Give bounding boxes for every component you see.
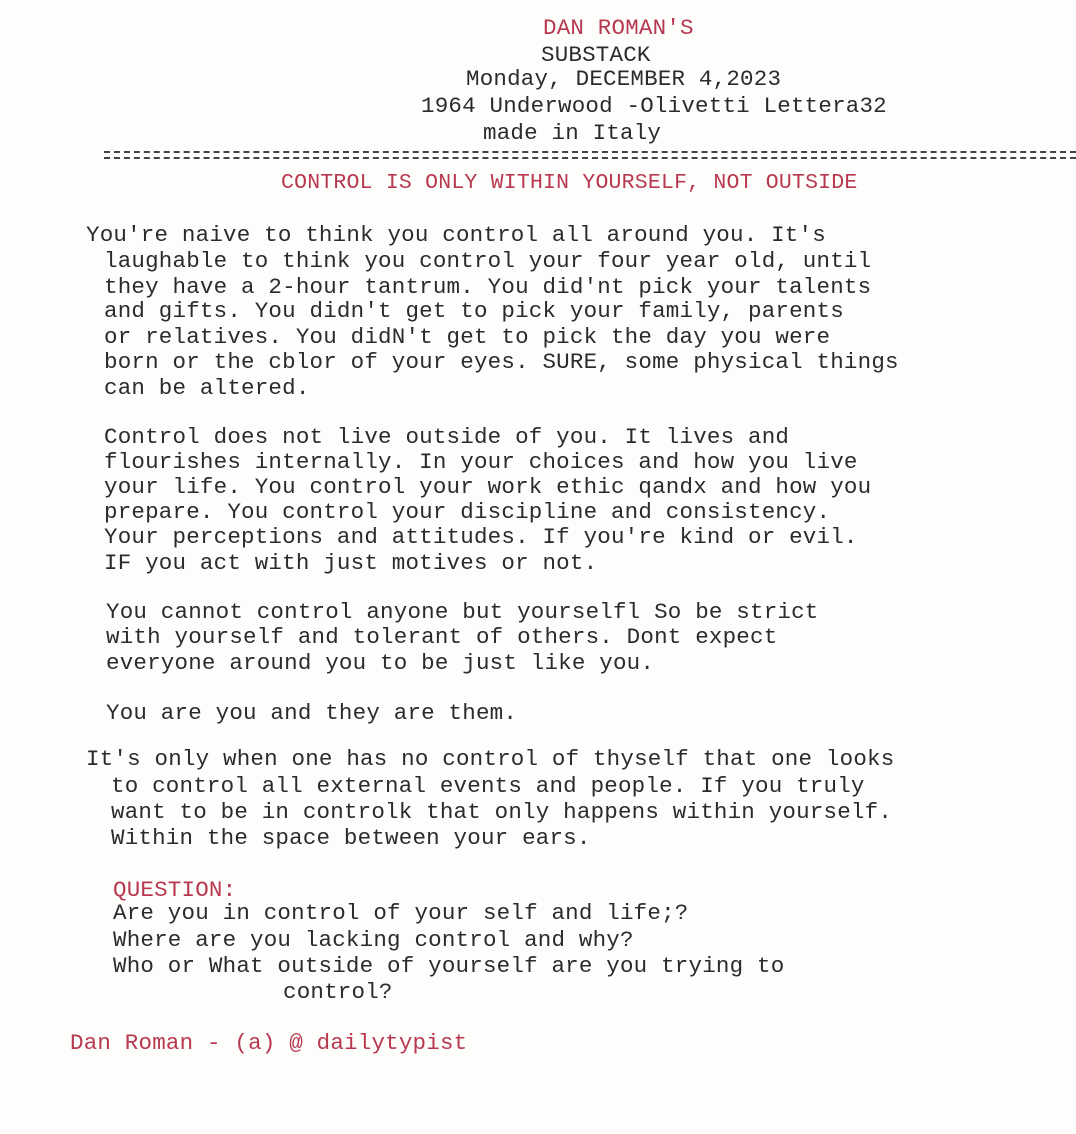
paragraph-5-line: It's only when one has no control of thyself that one looks — [86, 746, 895, 772]
author-heading: DAN ROMAN'S — [543, 15, 694, 41]
paragraph-1-line: they have a 2-hour tantrum. You did'nt pick your talents — [104, 274, 872, 300]
question-line: control? — [283, 979, 393, 1005]
paragraph-1-line: You're naive to think you control all around you. It's — [86, 222, 826, 248]
paragraph-5-line: Within the space between your ears. — [111, 825, 591, 851]
paragraph-5-line: to control all external events and people. If you truly — [111, 773, 865, 799]
question-label: QUESTION: — [113, 877, 237, 903]
paragraph-5-line: want to be in controlk that only happens within yourself. — [111, 799, 893, 825]
question-line: Who or What outside of yourself are you trying to — [113, 953, 785, 979]
question-line: Where are you lacking control and why? — [113, 927, 634, 953]
paragraph-2-line: Control does not live outside of you. It lives and — [104, 424, 790, 450]
paragraph-2-line: prepare. You control your discipline and consistency. — [104, 499, 831, 525]
dashed-divider — [104, 157, 1076, 159]
paragraph-2-line: your life. You control your work ethic qandx and how you — [104, 474, 872, 500]
paragraph-3-line: You cannot control anyone but yourselfl So be strict — [106, 599, 819, 625]
paragraph-1-line: can be altered. — [104, 375, 310, 401]
essay-title: CONTROL IS ONLY WITHIN YOURSELF, NOT OUTSIDE — [281, 171, 858, 195]
origin-line: made in Italy — [483, 120, 662, 146]
paragraph-4-line: You are you and they are them. — [106, 700, 518, 726]
question-line: Are you in control of your self and life;? — [113, 900, 689, 926]
paragraph-3-line: everyone around you to be just like you. — [106, 650, 655, 676]
paragraph-1-line: and gifts. You didn't get to pick your family, parents — [104, 298, 844, 324]
signature-line: Dan Roman - (a) @ dailytypist — [70, 1030, 468, 1056]
dashed-divider — [104, 151, 1076, 153]
typewriter-model: 1964 Underwood -Olivetti Lettera32 — [421, 93, 887, 119]
paragraph-1-line: or relatives. You didN't get to pick the day you were — [104, 324, 831, 350]
publication-name: SUBSTACK — [541, 42, 651, 68]
paragraph-3-line: with yourself and tolerant of others. Dont expect — [106, 624, 778, 650]
paragraph-2-line: IF you act with just motives or not. — [104, 550, 598, 576]
paragraph-1-line: born or the cblor of your eyes. SURE, some physical things — [104, 349, 899, 375]
paragraph-1-line: laughable to think you control your four year old, until — [104, 248, 872, 274]
date-line: Monday, DECEMBER 4,2023 — [466, 66, 782, 92]
paragraph-2-line: Your perceptions and attitudes. If you're kind or evil. — [104, 524, 858, 550]
paragraph-2-line: flourishes internally. In your choices and how you live — [104, 449, 858, 475]
